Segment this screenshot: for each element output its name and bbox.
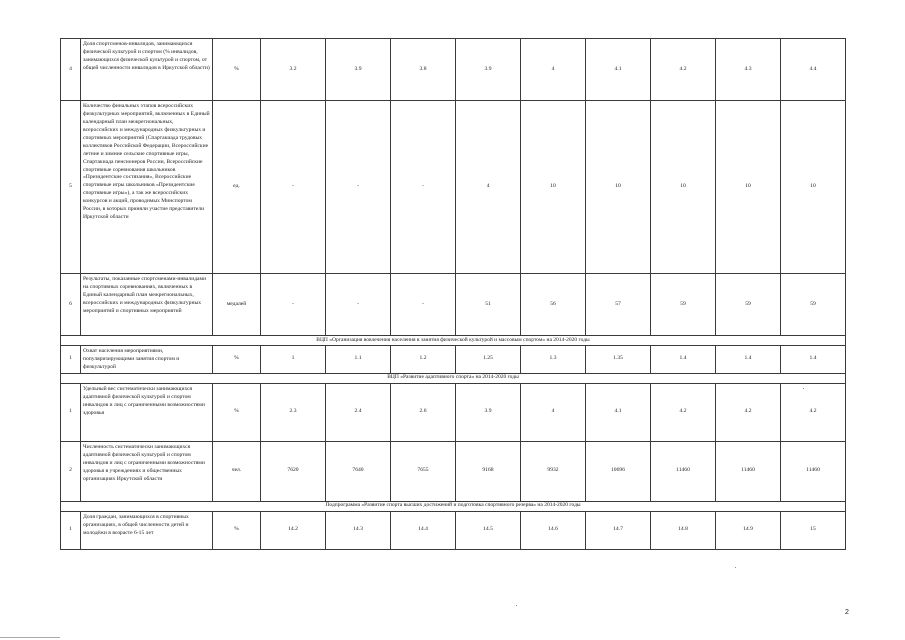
unit-cell: % [213,39,261,101]
value-cell: 2.3 [261,383,326,441]
value-cell: 14.6 [521,511,586,549]
value-cell: 11460 [781,441,846,501]
indicator-name: Численность систематически занимающихся адаптивной физической культурой и спортом инвалидов и лиц с ограниченными возможностями здоровья в учреждениях и общественных организациях Иркутской области [81,441,213,501]
row-number: 2 [61,441,81,501]
value-cell: - [326,274,391,336]
value-cell: 4 [456,101,521,274]
value-cell: 1.3 [521,346,586,374]
row-number: 1 [61,511,81,549]
value-cell: 7620 [261,441,326,501]
value-cell: 14.8 [651,511,716,549]
indicator-name: Охват населения мероприятиями, популяризирующими занятия спортом и физкультурой [81,346,213,374]
table-row [61,441,846,501]
value-cell: - [326,101,391,274]
value-cell: 4.2 [781,383,846,441]
value-cell: 10696 [586,441,651,501]
table-row [61,346,846,374]
value-cell: 1.4 [781,346,846,374]
value-cell: 10 [651,101,716,274]
value-cell: 11460 [651,441,716,501]
value-cell: 7640 [326,441,391,501]
section-header-row [61,336,846,346]
row-number: 1 [61,383,81,441]
value-cell: - [391,101,456,274]
value-cell: 4.2 [651,39,716,101]
table-row [61,39,846,101]
value-cell: 4 [521,39,586,101]
value-cell: 1 [261,346,326,374]
table-row [61,274,846,336]
value-cell: 1.1 [326,346,391,374]
value-cell: 59 [781,274,846,336]
section-header-row [61,373,846,383]
value-cell: 51 [456,274,521,336]
value-cell: 3.9 [456,383,521,441]
value-cell: 1.4 [716,346,781,374]
value-cell: - [261,101,326,274]
row-number: 5 [61,101,81,274]
value-cell: 2.4 [326,383,391,441]
unit-cell: чел. [213,441,261,501]
value-cell: 9932 [521,441,586,501]
indicator-name: Доля граждан, занимающихся в спортивных организациях, в общей численности детей и молодёжи в возрасте 6-15 лет [81,511,213,549]
row-number: 4 [61,39,81,101]
scan-speck [516,605,517,606]
value-cell: 4.2 [651,383,716,441]
value-cell: 15 [781,511,846,549]
indicators-table [60,38,846,550]
value-cell: 10 [781,101,846,274]
indicator-name: Количество финальных этапов всероссийских физкультурных мероприятий, включенных в Единый календарный план межрегиональных, всероссийских и международных физкультурных и спортивных мероприятий (Спартакиада трудовых коллективов Российской Федерации, Всероссийские летние и зимние сельские спортивные игры, Спартакиада пенсионеров России, Всероссийские спортивные соревнования школьников «Президентские состязания», Всероссийские спортивные игры школьников «Президентские спортивные игры»), а так же всероссийских конкурсов и акций, проводимых Минспортом России, в которых приняли участие представители Иркутской области [81,101,213,274]
value-cell: - [261,274,326,336]
value-cell: 3.9 [326,39,391,101]
section-title: Подпрограмма «Развитие спорта высших достижений и подготовка спортивного резерва» на 2014-2020 годы [61,501,846,511]
page-number: 2 [845,609,849,616]
value-cell: 11460 [716,441,781,501]
indicator-name: Доля спортсменов-инвалидов, занимающихся физической культурой и спортом (% инвалидов, занимающихся физической культурой и спортом, от общей численности инвалидов в Иркутской области) [81,39,213,101]
value-cell: 10 [521,101,586,274]
value-cell: 4.2 [716,383,781,441]
section-title: ВЦП «Организация вовлечения населения в занятия физической культурой и массовым спортом» на 2014-2020 годы [61,336,846,346]
table-row [61,101,846,274]
scan-edge-mark [0,637,60,638]
value-cell: 56 [521,274,586,336]
value-cell: 4.3 [716,39,781,101]
value-cell: 14.9 [716,511,781,549]
value-cell: 9168 [456,441,521,501]
value-cell: 14.3 [326,511,391,549]
value-cell: 1.25 [456,346,521,374]
unit-cell: % [213,346,261,374]
indicator-name: Результаты, показанные спортсменами-инвалидами на спортивных соревнованиях, включенных в Единый календарный план межрегиональных, всероссийских и международных физкультурных мероприятий и спортивных мероприятий [81,274,213,336]
value-cell: 1.4 [651,346,716,374]
value-cell: 1.35 [586,346,651,374]
scan-speck [735,567,736,568]
table-row [61,383,846,441]
value-cell: 2.6 [391,383,456,441]
value-cell: 10 [586,101,651,274]
value-cell: 14.5 [456,511,521,549]
value-cell: 59 [716,274,781,336]
unit-cell: % [213,511,261,549]
value-cell: 4.4 [781,39,846,101]
value-cell: 14.4 [391,511,456,549]
value-cell: 14.7 [586,511,651,549]
value-cell: 59 [651,274,716,336]
value-cell: 57 [586,274,651,336]
value-cell: - [391,274,456,336]
unit-cell: ед. [213,101,261,274]
row-number: 1 [61,346,81,374]
value-cell: 3.2 [261,39,326,101]
value-cell: 3.9 [456,39,521,101]
value-cell: 4.1 [586,383,651,441]
value-cell: 1.2 [391,346,456,374]
scan-speck [803,388,804,389]
value-cell: 10 [716,101,781,274]
section-header-row [61,501,846,511]
value-cell: 7655 [391,441,456,501]
value-cell: 4 [521,383,586,441]
value-cell: 14.2 [261,511,326,549]
row-number: 6 [61,274,81,336]
value-cell: 4.1 [586,39,651,101]
unit-cell: медалей [213,274,261,336]
section-title: ВЦП «Развитие адаптивного спорта» на 2014-2020 годы [61,373,846,383]
value-cell: 3.8 [391,39,456,101]
unit-cell: % [213,383,261,441]
indicator-name: Удельный вес систематически занимающихся адаптивной физической культурой и спортом инвалидов и лиц с ограниченными возможностями здоровья [81,383,213,441]
table-row [61,511,846,549]
